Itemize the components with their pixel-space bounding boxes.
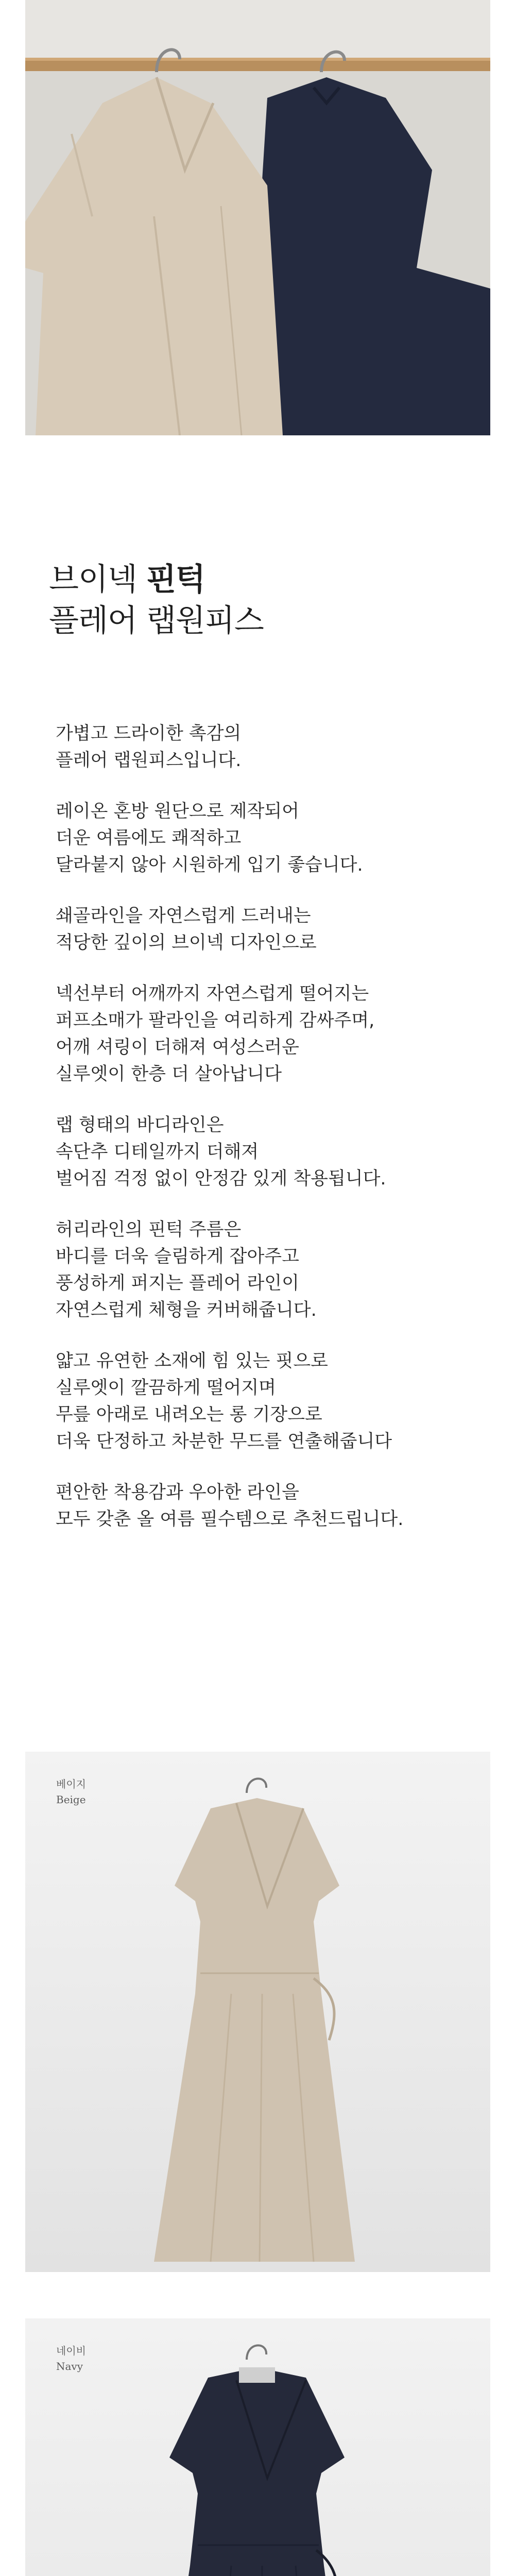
description-paragraph <box>56 1348 478 1455</box>
description-line: 풍성하게 퍼지는 플레어 라인이 <box>56 1273 299 1294</box>
description-line: 벌어짐 걱정 없이 안정감 있게 착용됩니다. <box>56 1168 386 1189</box>
description-line: 달라붙지 않아 시원하게 입기 좋습니다. <box>56 855 363 875</box>
description-paragraph <box>56 798 478 878</box>
beige-dress-image <box>25 1752 490 2272</box>
color-label-ko: 네이비 <box>56 2345 86 2357</box>
description-line: 허리라인의 핀턱 주름은 <box>56 1219 242 1240</box>
description-paragraph <box>56 1112 478 1192</box>
title-emphasis: 핀턱 <box>146 562 205 598</box>
description-line: 가볍고 드라이한 촉감의 <box>56 723 242 744</box>
color-label-en: Beige <box>56 1793 86 1806</box>
description-paragraph <box>56 720 478 774</box>
color-caption-navy <box>56 2343 86 2374</box>
description-line: 편안한 착용감과 우아한 라인을 <box>56 1482 299 1503</box>
description-paragraph <box>56 1479 478 1533</box>
color-caption-beige <box>56 1776 86 1807</box>
product-photo-beige <box>25 1752 490 2272</box>
description-line: 속단추 디테일까지 더해져 <box>56 1142 259 1162</box>
description-line: 넥선부터 어깨까지 자연스럽게 떨어지는 <box>56 984 369 1004</box>
description-line: 레이온 혼방 원단으로 제작되어 <box>56 801 299 822</box>
description-line: 랩 형태의 바디라인은 <box>56 1115 224 1136</box>
description-line: 더운 여름에도 쾌적하고 <box>56 828 242 849</box>
description-line: 어깨 셔링이 더해져 여성스러운 <box>56 1037 299 1058</box>
hero-photo <box>25 0 490 435</box>
color-label-ko: 베이지 <box>56 1778 86 1790</box>
title-prefix: 브이넥 <box>49 562 146 598</box>
description-line: 더욱 단정하고 차분한 무드를 연출해줍니다 <box>56 1431 392 1452</box>
description-line: 모두 갖춘 올 여름 필수템으로 추천드립니다. <box>56 1509 404 1530</box>
title-line-2: 플레어 랩원피스 <box>49 603 264 639</box>
product-description <box>56 720 478 1557</box>
product-title <box>49 559 264 641</box>
product-photo-navy <box>25 2318 490 2576</box>
description-line: 자연스럽게 체형을 커버해줍니다. <box>56 1300 317 1320</box>
description-line: 실루엣이 한층 더 살아납니다 <box>56 1064 282 1084</box>
hanging-dresses-image <box>25 0 490 435</box>
description-paragraph <box>56 1216 478 1324</box>
description-line: 퍼프소매가 팔라인을 여리하게 감싸주며, <box>56 1010 375 1031</box>
description-line: 무릎 아래로 내려오는 롱 기장으로 <box>56 1404 322 1425</box>
navy-dress-image <box>25 2318 490 2576</box>
description-line: 적당한 깊이의 브이넥 디자인으로 <box>56 933 317 953</box>
description-line: 바디를 더욱 슬림하게 잡아주고 <box>56 1246 299 1267</box>
description-line: 플레어 랩원피스입니다. <box>56 750 242 771</box>
description-line: 얇고 유연한 소재에 힘 있는 핏으로 <box>56 1351 328 1371</box>
description-line: 실루엣이 깔끔하게 떨어지며 <box>56 1378 276 1398</box>
title-line-1 <box>49 559 264 600</box>
color-label-en: Navy <box>56 2360 83 2372</box>
description-line: 쇄골라인을 자연스럽게 드러내는 <box>56 906 311 926</box>
description-paragraph <box>56 980 478 1088</box>
description-paragraph <box>56 903 478 956</box>
